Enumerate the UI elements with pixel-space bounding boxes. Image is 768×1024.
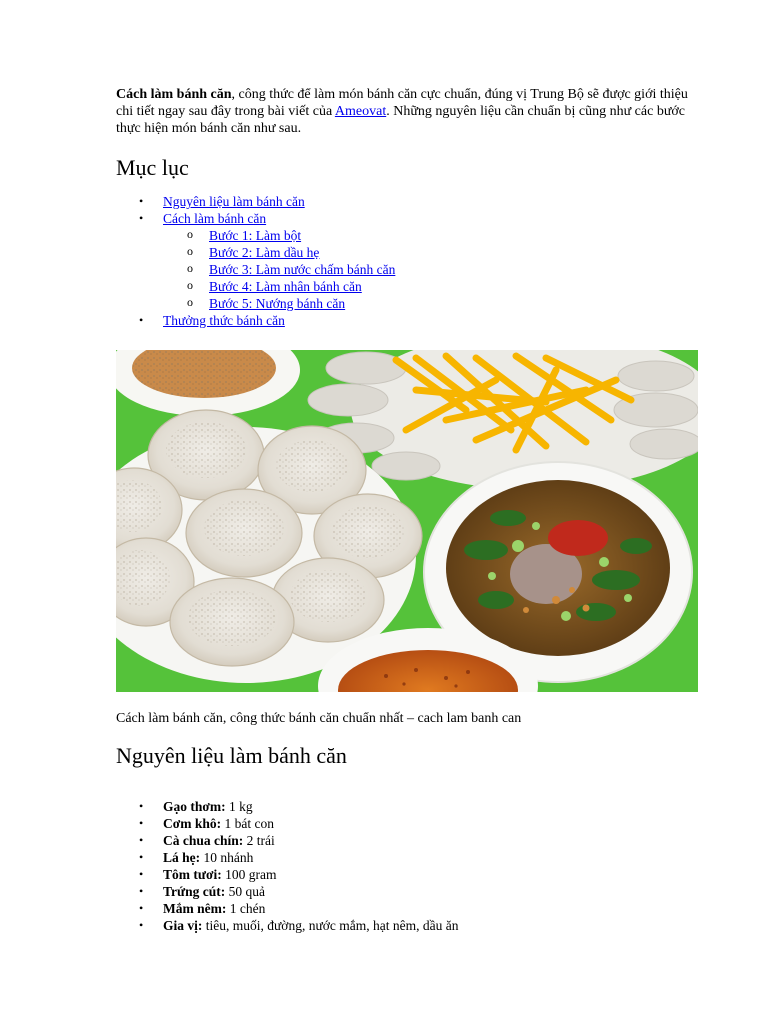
ingredient-name: Tôm tươi: <box>163 867 222 882</box>
ingredient-value: 100 gram <box>221 867 277 882</box>
intro-paragraph <box>116 86 698 137</box>
toc-item <box>116 210 698 312</box>
ingredient-name: Cà chua chín: <box>163 833 244 848</box>
toc-sublist <box>163 227 698 312</box>
ameovat-link[interactable]: Ameovat <box>334 104 387 119</box>
toc-subitem <box>163 227 698 244</box>
ingredient-item <box>116 815 676 832</box>
toc-item <box>116 312 698 329</box>
toc-subitem <box>163 295 698 312</box>
ingredient-value: 1 chén <box>226 901 266 916</box>
article-body <box>116 86 698 329</box>
intro-bold-lead: Cách làm bánh căn <box>116 87 232 102</box>
ingredients-heading: Nguyên liệu làm bánh căn <box>116 743 347 768</box>
banh-can-photo <box>116 350 698 692</box>
toc-subitem <box>163 261 698 278</box>
ingredient-item <box>116 883 676 900</box>
ingredient-value: 2 trái <box>243 833 275 848</box>
ingredient-value: tiêu, muối, đường, nước mắm, hạt nêm, dầu ăn <box>202 918 459 933</box>
toc-link-enjoy[interactable]: Thưởng thức bánh căn <box>163 313 285 328</box>
toc-link-step-2[interactable]: Bước 2: Làm dầu hẹ <box>209 245 320 260</box>
ingredient-value: 1 kg <box>225 799 253 814</box>
ingredient-name: Lá hẹ: <box>163 850 201 865</box>
ingredients-list <box>116 798 676 934</box>
ingredient-value: 10 nhánh <box>200 850 254 865</box>
ingredient-name: Gạo thơm: <box>163 799 226 814</box>
toc-link-step-4[interactable]: Bước 4: Làm nhân bánh căn <box>209 279 362 294</box>
ingredient-name: Trứng cút: <box>163 884 226 899</box>
toc-list <box>116 193 698 329</box>
intro-text-1: , công thức để làm món bánh căn cực chuẩn, đúng vị Trung Bộ sẽ được giới thiệu chi tiết ngay sau đây trong bài viết của <box>116 87 688 119</box>
toc-link-step-5[interactable]: Bước 5: Nướng bánh căn <box>209 296 346 311</box>
toc-heading: Mục lục <box>116 155 189 180</box>
toc-link-step-3[interactable]: Bước 3: Làm nước chấm bánh căn <box>209 262 396 277</box>
toc-item <box>116 193 698 210</box>
ingredient-name: Cơm khô: <box>163 816 222 831</box>
ingredient-item <box>116 798 676 815</box>
ingredient-item <box>116 917 676 934</box>
ingredient-item <box>116 849 676 866</box>
ingredient-item <box>116 900 676 917</box>
ingredient-name: Gia vị: <box>163 918 203 933</box>
ingredient-name: Mắm nêm: <box>163 901 227 916</box>
photo-caption: Cách làm bánh căn, công thức bánh căn chuẩn nhất – cach lam banh can <box>116 711 522 726</box>
toc-link-step-1[interactable]: Bước 1: Làm bột <box>209 228 302 243</box>
ingredient-item <box>116 866 676 883</box>
food-illustration <box>116 350 698 692</box>
ingredient-item <box>116 832 676 849</box>
toc-subitem <box>163 278 698 295</box>
intro-text-2: . Những nguyên liệu cần chuẩn bị cũng như các bước thực hiện món bánh căn như sau. <box>116 104 686 136</box>
toc-link-ingredients[interactable]: Nguyên liệu làm bánh căn <box>163 194 305 209</box>
ingredient-value: 50 quả <box>225 884 265 899</box>
ingredient-value: 1 bát con <box>221 816 274 831</box>
toc-subitem <box>163 244 698 261</box>
toc-link-method[interactable]: Cách làm bánh căn <box>163 211 267 226</box>
